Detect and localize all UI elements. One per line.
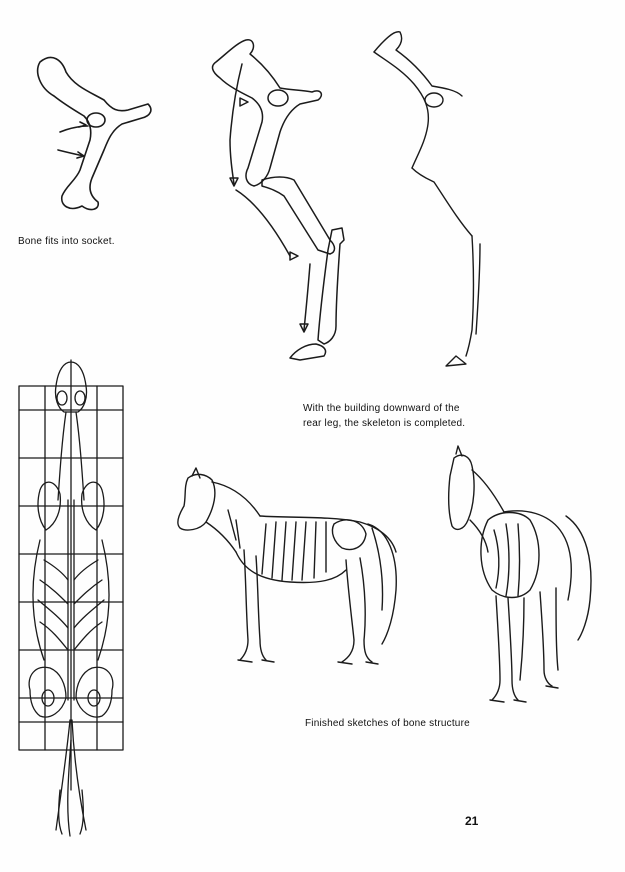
top-view-skeleton-sketch bbox=[19, 360, 123, 836]
caption-rear-leg bbox=[303, 401, 503, 431]
rear-leg-outline-sketch bbox=[374, 32, 480, 366]
page-number: 21 bbox=[465, 814, 479, 828]
caption-bone-socket: Bone fits into socket. bbox=[18, 236, 115, 247]
pelvis-femur-sketch bbox=[38, 57, 151, 209]
caption-rear-leg-line1: With the building downward of the bbox=[303, 403, 460, 414]
caption-finished: Finished sketches of bone structure bbox=[305, 718, 470, 729]
side-view-horse-sketch bbox=[178, 468, 396, 664]
caption-rear-leg-line2: rear leg, the skeleton is completed. bbox=[303, 418, 466, 429]
front-view-horse-sketch bbox=[449, 446, 591, 702]
rear-leg-skeleton-sketch bbox=[213, 40, 344, 360]
